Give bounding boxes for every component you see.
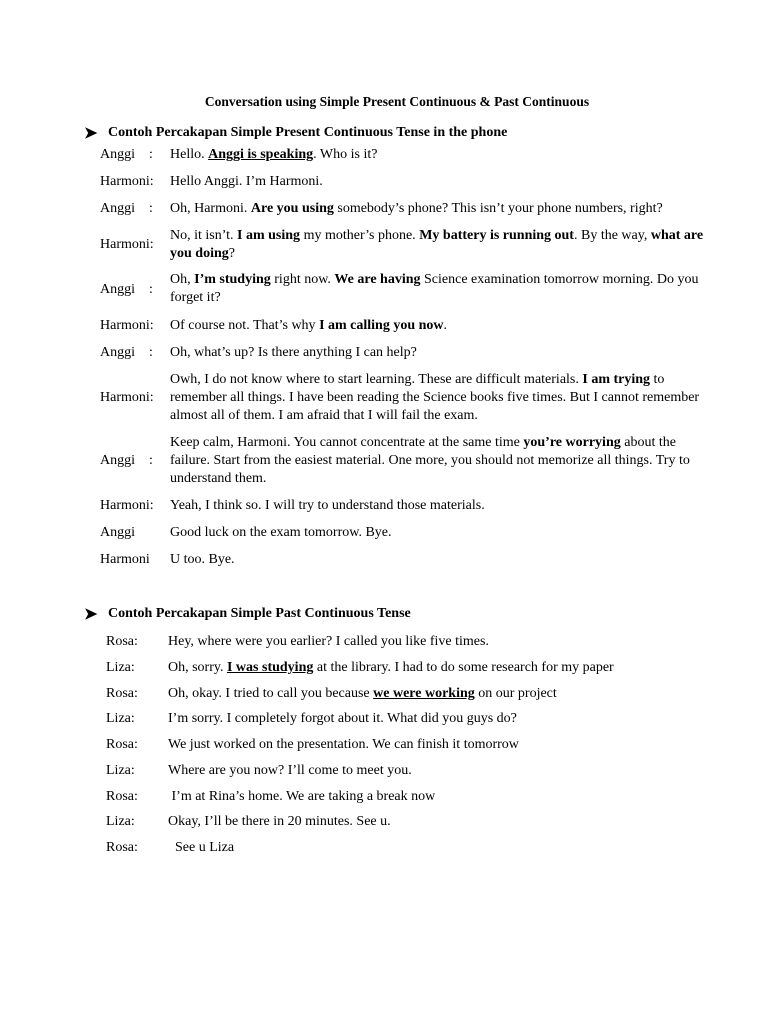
text-segment: ? (228, 245, 235, 261)
section-heading-present (84, 123, 507, 143)
dialog-text (168, 839, 713, 857)
speaker-name: Harmoni: (100, 318, 154, 333)
text-segment: Of course not. That’s why (170, 318, 320, 333)
section-heading-past (84, 604, 411, 624)
dialog-text (168, 813, 713, 831)
dialog-text (170, 146, 715, 164)
speaker-name: Anggi : (100, 345, 153, 360)
section-heading-text: Contoh Percakapan Simple Present Continuous Tense in the phone (108, 125, 508, 140)
speaker-name: Rosa: (106, 789, 138, 804)
dialog-text (168, 736, 713, 754)
speaker-name: Liza: (106, 660, 135, 675)
speaker-name: Rosa: (106, 737, 138, 752)
dialog-text (170, 317, 715, 335)
dialog-text (170, 200, 715, 218)
dialog-text (170, 497, 715, 515)
speaker-name: Harmoni: (100, 174, 154, 189)
dialog-text (170, 173, 715, 191)
speaker-name: Liza: (106, 763, 135, 778)
text-segment: Good luck on the exam tomorrow. Bye. (170, 525, 392, 540)
text-segment: I’m sorry. I completely forgot about it. What did you guys do? (168, 711, 517, 726)
text-segment: U too. Bye. (170, 552, 235, 567)
speaker-name: Anggi (100, 525, 135, 540)
text-segment: Science examination tomorrow morning. Do you forget it? (170, 272, 699, 305)
text-segment: See u Liza (168, 840, 235, 855)
speaker-name: Rosa: (106, 686, 138, 701)
text-segment: Hello. (170, 147, 209, 162)
emphasized-phrase: you’re worrying (523, 435, 621, 450)
dialog-text (170, 524, 715, 542)
emphasized-phrase: We are having (334, 272, 421, 287)
text-segment: Oh, sorry. (168, 660, 227, 675)
speaker-name: Anggi : (100, 282, 153, 297)
speaker-name: Anggi : (100, 453, 153, 468)
dialog-text (170, 271, 715, 307)
emphasized-underlined-phrase: I was studying (226, 660, 314, 675)
dialog-text (168, 659, 713, 677)
dialog-text (170, 227, 715, 263)
dialog-text (168, 710, 713, 728)
emphasized-phrase: Are you using (250, 201, 334, 216)
text-segment: I’m at Rina’s home. We are taking a break now (168, 789, 436, 804)
speaker-name: Rosa: (106, 840, 138, 855)
dialog-text (170, 551, 715, 569)
text-segment: Where are you now? I’ll come to meet you. (168, 763, 412, 778)
section-heading-text: Contoh Percakapan Simple Past Continuous Tense (108, 606, 411, 621)
text-segment: Hello Anggi. I’m Harmoni. (170, 174, 323, 189)
speaker-name: Anggi : (100, 201, 153, 216)
text-segment: Oh, (170, 272, 195, 287)
text-segment: at the library. I had to do some research for my paper (313, 660, 614, 675)
text-segment: Oh, okay. I tried to call you because (168, 686, 374, 701)
text-segment: right now. (270, 272, 335, 287)
emphasized-phrase: I am calling you now (319, 318, 444, 333)
text-segment: Oh, what’s up? Is there anything I can help? (170, 345, 417, 360)
dialog-text (168, 762, 713, 780)
speaker-name: Harmoni: (100, 237, 154, 252)
speaker-name: Liza: (106, 814, 135, 829)
text-segment: my mother’s phone. (300, 228, 420, 243)
text-segment: Okay, I’ll be there in 20 minutes. See u. (168, 814, 391, 829)
text-segment: Owh, I do not know where to start learning. These are difficult materials. (170, 372, 583, 387)
text-segment: . By the way, (573, 228, 651, 243)
dialog-text (170, 344, 715, 362)
text-segment: We just worked on the presentation. We can finish it tomorrow (168, 737, 519, 752)
dialog-text (168, 788, 713, 806)
dialog-text (170, 434, 715, 487)
text-segment: . (443, 318, 448, 333)
speaker-name: Anggi : (100, 147, 153, 162)
emphasized-phrase: My battery is running out (419, 228, 574, 243)
page-title: Conversation using Simple Present Continuous & Past Continuous (204, 94, 590, 109)
speaker-name: Rosa: (106, 634, 138, 649)
emphasized-phrase: what are you doing (170, 228, 704, 261)
text-segment: Yeah, I think so. I will try to understand those materials. (170, 498, 485, 513)
dialog-text (170, 371, 715, 424)
text-segment: No, it isn’t. (170, 228, 238, 243)
speaker-name: Harmoni: (100, 390, 154, 405)
arrowhead-bullet-icon: ➤ (84, 125, 98, 142)
dialog-text (168, 633, 713, 651)
text-segment: on our project (474, 686, 557, 701)
dialog-text (168, 685, 713, 703)
text-segment: . Who is it? (313, 147, 378, 162)
arrowhead-bullet-icon: ➤ (84, 606, 98, 623)
speaker-name: Harmoni: (100, 498, 154, 513)
emphasized-phrase: I am trying (582, 372, 651, 387)
text-segment: Oh, Harmoni. (170, 201, 251, 216)
text-segment: to remember all things. I have been reading the Science books five times. But I cannot remember almost all of them. I am afraid that I will fail the exam. (170, 372, 700, 423)
text-segment: Keep calm, Harmoni. You cannot concentrate at the same time (170, 435, 524, 450)
text-segment: Hey, where were you earlier? I called you like five times. (168, 634, 489, 649)
speaker-name: Harmoni (100, 552, 150, 567)
emphasized-underlined-phrase: we were working (373, 686, 475, 701)
text-segment: about the failure. Start from the easiest material. One more, you should not memorize all things. Try to understand them. (170, 435, 690, 486)
text-segment: somebody’s phone? This isn’t your phone numbers, right? (333, 201, 663, 216)
emphasized-phrase: I’m studying (194, 272, 271, 287)
emphasized-underlined-phrase: Anggi is speaking (208, 147, 314, 162)
emphasized-phrase: I am using (237, 228, 301, 243)
speaker-name: Liza: (106, 711, 135, 726)
